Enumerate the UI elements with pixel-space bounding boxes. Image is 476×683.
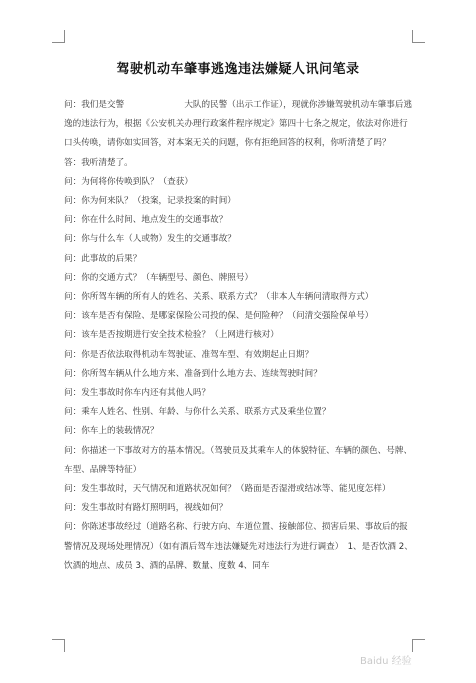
paragraph: 问：为何将你传唤到队？（查获） [64, 176, 193, 187]
paragraph: 问：发生事故时，天气情况和道路状况如何？（路面是否湿滑或结冰等、能见度怎样） [64, 484, 391, 495]
paragraph: 问：你所驾车辆的所有人的姓名、关系、联系方式？（非本人车辆问清取得方式） [64, 292, 374, 303]
crop-mark-bottom-left [52, 639, 65, 652]
paragraph: 问：你陈述事故经过（道路名称、行驶方向、车道位置、接触部位、损害后果、事故后的报警情况及现场处理情况）（如有酒后驾车违法嫌疑先对违法行为进行调查） 1、是否饮酒 2、饮酒的地点、成员 3、酒的品牌、数量、度数 4、同车 [64, 522, 413, 571]
paragraph: 问：你所驾车辆从什么地方来、准备到什么地方去、连续驾驶时间？ [64, 368, 322, 379]
paragraph: 问：该车是否有保险、是哪家保险公司投的保、是何险种？（问清交强险保单号） [64, 311, 374, 322]
crop-mark-top-left [52, 30, 65, 43]
paragraph: 问：发生事故时有路灯照明吗，视线如何？ [64, 503, 228, 514]
paragraph: 答：我听清楚了。 [64, 157, 133, 168]
paragraph: 问：你在什么时间、地点发生的交通事故？ [64, 215, 228, 226]
paragraph: 问：乘车人姓名、性别、年龄、与你什么关系、联系方式及乘坐位置？ [64, 407, 331, 418]
crop-mark-top-right [412, 30, 425, 43]
paragraph: 问：你车上的装载情况？ [64, 426, 159, 437]
paragraph: 问：你是否依法取得机动车驾驶证、准驾车型、有效期起止日期？ [64, 349, 314, 360]
paragraph: 问：我们是交警 大队的民警（出示工作证），现就你涉嫌驾驶机动车肇事后逃逸的违法行为，根据《公安机关办理行政案件程序规定》第四十七条之规定，依法对你进行口头传唤，请你如实回答，对本案无关的问题，你有拒绝回答的权利，你听清楚了吗？ [64, 100, 413, 149]
paragraph: 问：此事故的后果？ [64, 253, 142, 264]
paragraph: 问：你为何来队？（投案，记录投案的时间） [64, 196, 236, 207]
paragraph: 问：发生事故时你车内还有其他人吗？ [64, 388, 211, 399]
paragraph: 问：你描述一下事故对方的基本情况。（驾驶员及其乘车人的体貌特征、车辆的颜色、号牌、车型、品牌等特征） [64, 445, 413, 475]
paragraph: 问：你与什么车（人或物）发生的交通事故？ [64, 234, 236, 245]
watermark: Baidu 经验 [360, 656, 412, 667]
document-title: 驾驶机动车肇事逃逸违法嫌疑人讯问笔录 [116, 62, 360, 77]
paragraph: 问：该车是否按期进行安全技术检验？（上网进行核对） [64, 330, 279, 341]
document-body [64, 96, 416, 576]
paragraph: 问：你的交通方式？（车辆型号、颜色、牌照号） [64, 272, 254, 283]
crop-mark-bottom-right [412, 639, 425, 652]
